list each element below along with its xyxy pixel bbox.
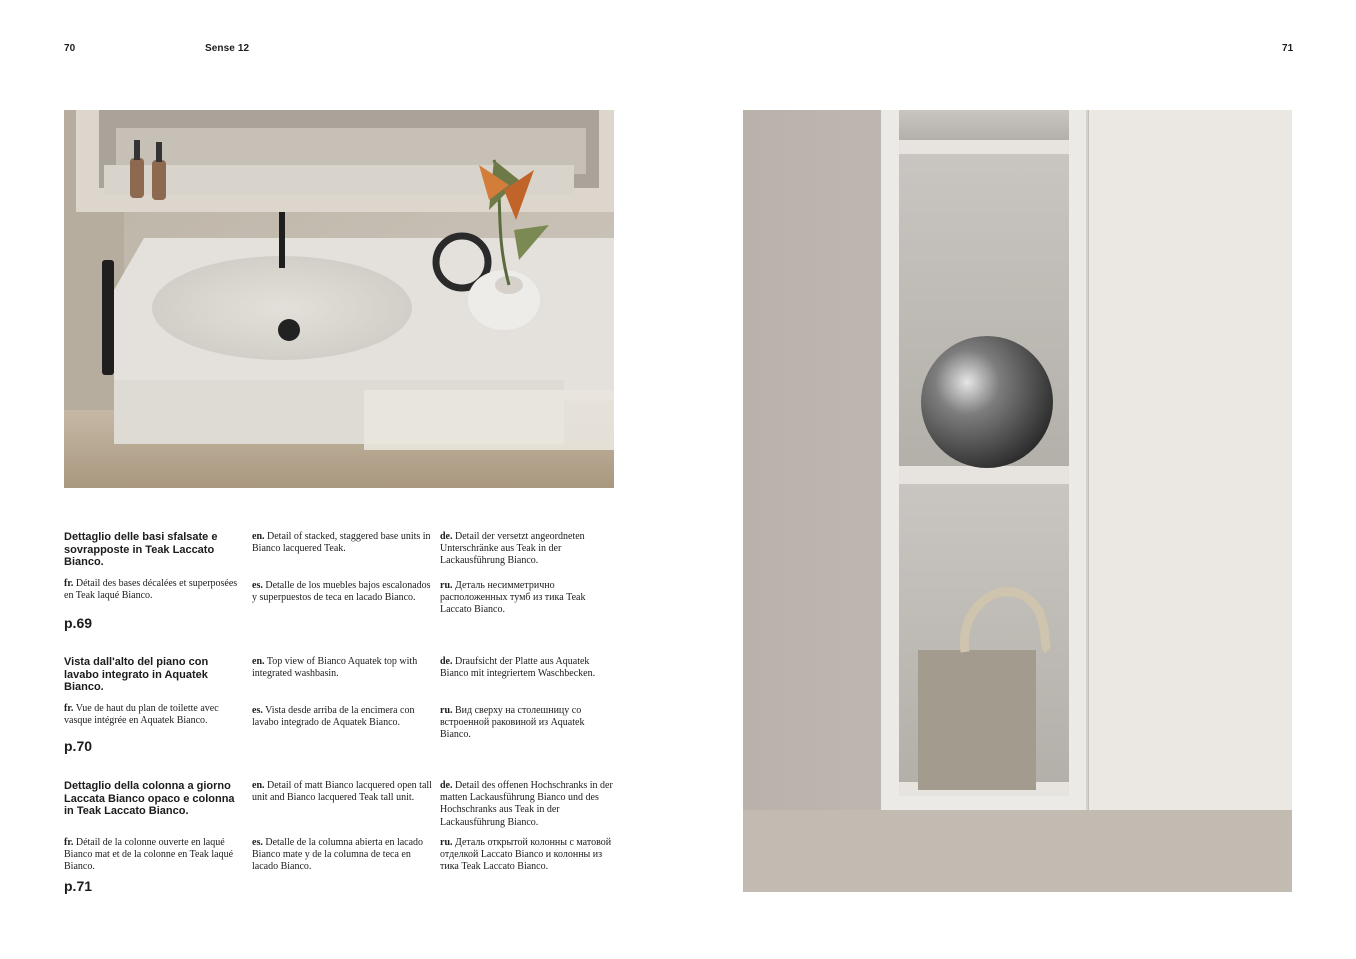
caption-text: Detalle de la columna abierta en lacado Bianco mate y de la columna de teca en lacado Bianco. — [252, 837, 424, 873]
page-number-left: 70 — [64, 43, 76, 54]
caption-text: Detail des offenen Hochschranks in der matten Lackausführung Bianco und des Hochschranks aus Teak in der Lackausführung Bianco. — [440, 780, 613, 828]
lang-code: es. — [252, 705, 263, 716]
caption-text: Detail of matt Bianco lacquered open tall unit and Bianco lacquered Teak tall unit. — [252, 780, 432, 804]
lang-code: es. — [252, 580, 263, 591]
lang-code: de. — [440, 656, 453, 667]
caption-english — [252, 656, 432, 680]
caption-spanish — [252, 837, 432, 874]
lang-code: fr. — [64, 702, 74, 714]
caption-russian — [440, 705, 614, 742]
caption-english — [252, 780, 432, 804]
caption-english — [252, 531, 432, 555]
caption-italian: Vista dall'alto del piano con lavabo integrato in Aquatek Bianco. — [64, 656, 209, 693]
caption-spanish — [252, 580, 432, 604]
page-reference: p.71 — [64, 878, 93, 894]
lang-code: es. — [252, 837, 263, 848]
caption-italian: Dettaglio della colonna a giorno Laccata Bianco opaco e colonna in Teak Laccato Bianco. — [64, 780, 235, 817]
caption-text: Vista desde arriba de la encimera con lavabo integrado de Aquatek Bianco. — [252, 705, 415, 729]
caption-text: Détail de la colonne ouverte en laqué Bianco mat et de la colonne en Teak laqué Bianco. — [64, 836, 234, 872]
caption-russian — [440, 580, 614, 617]
caption-german — [440, 531, 614, 568]
caption-french — [64, 703, 244, 727]
lang-code: fr. — [64, 577, 74, 589]
caption-italian: Dettaglio delle basi sfalsate e sovrapposte in Teak Laccato Bianco. — [64, 531, 218, 568]
washbasin-top-view-photo — [64, 110, 614, 488]
page-reference: p.70 — [64, 738, 93, 754]
caption-french — [64, 837, 244, 874]
caption-text: Detail of stacked, staggered base units in Bianco lacquered Teak. — [252, 531, 431, 555]
catalog-title: Sense 12 — [205, 43, 250, 54]
caption-german — [440, 656, 614, 680]
lang-code: ru. — [440, 580, 453, 591]
caption-text: Вид сверху на столешницу со встроенной раковиной из Aquatek Bianco. — [440, 705, 585, 741]
caption-text: Detalle de los muebles bajos escalonados y superpuestos de teca en lacado Bianco. — [252, 580, 431, 604]
caption-entry — [64, 780, 614, 900]
lang-code: en. — [252, 656, 265, 667]
lang-code: de. — [440, 531, 453, 542]
caption-text: Draufsicht der Platte aus Aquatek Bianco mit integriertem Waschbecken. — [440, 656, 596, 680]
caption-spanish — [252, 705, 432, 729]
caption-french — [64, 578, 244, 602]
open-column-detail-photo — [743, 110, 1292, 892]
lang-code: en. — [252, 531, 265, 542]
lang-code: en. — [252, 780, 265, 791]
caption-german — [440, 780, 614, 829]
caption-text: Деталь открытой колонны с матовой отделкой Laccato Bianco и колонны из тика Teak Laccato Bianco. — [440, 837, 612, 873]
caption-russian — [440, 837, 614, 874]
caption-entry — [64, 531, 614, 641]
caption-entry — [64, 656, 614, 766]
caption-text: Деталь несимметрично расположенных тумб из тика Teak Laccato Bianco. — [440, 580, 586, 616]
lang-code: ru. — [440, 705, 453, 716]
caption-text: Détail des bases décalées et superposées en Teak laqué Bianco. — [64, 577, 238, 601]
page-reference: p.69 — [64, 615, 93, 631]
lang-code: de. — [440, 780, 453, 791]
page-number-right: 71 — [1282, 43, 1294, 54]
caption-text: Top view of Bianco Aquatek top with integrated washbasin. — [252, 656, 418, 680]
lang-code: fr. — [64, 836, 74, 848]
caption-text: Detail der versetzt angeordneten Unterschränke aus Teak in der Lackausführung Bianco. — [440, 531, 585, 567]
caption-text: Vue de haut du plan de toilette avec vasque intégrée en Aquatek Bianco. — [64, 702, 219, 726]
lang-code: ru. — [440, 837, 453, 848]
